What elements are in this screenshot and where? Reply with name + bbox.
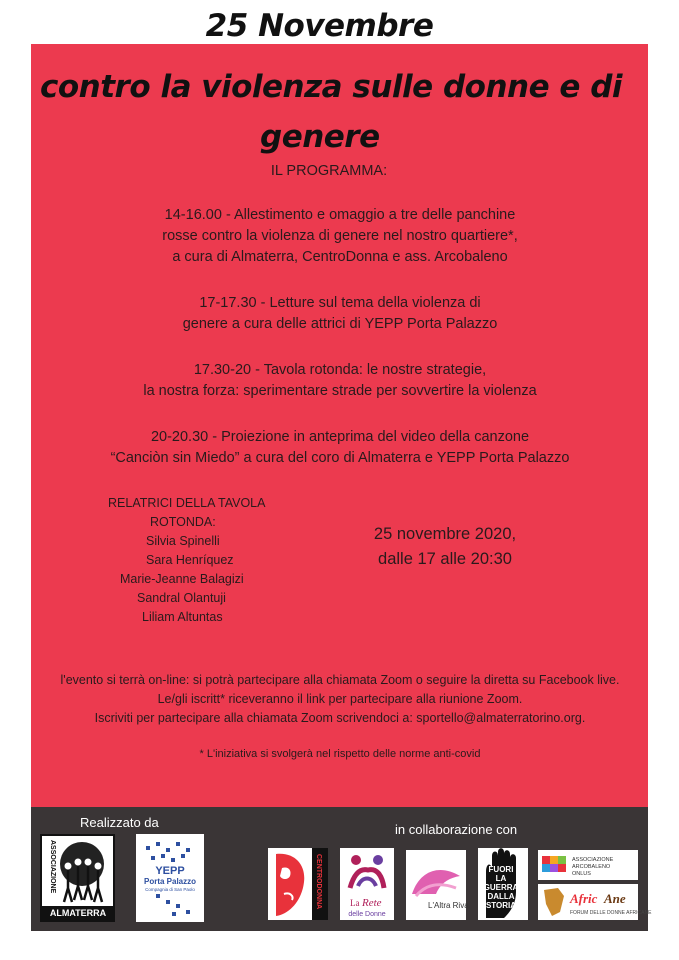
svg-text:Compagnia di San Paolo: Compagnia di San Paolo <box>145 887 195 892</box>
svg-text:FORUM DELLE DONNE AFRICANE: FORUM DELLE DONNE AFRICANE <box>570 910 652 916</box>
yepp-dots-icon <box>136 834 204 922</box>
speaker-name: Sara Henríquez <box>146 553 234 567</box>
altra-riva-wave-icon <box>406 850 469 920</box>
centrodonna-logo <box>268 848 328 920</box>
svg-text:ALMATERRA: ALMATERRA <box>49 908 107 918</box>
svg-text:delle Donne: delle Donne <box>348 911 386 918</box>
svg-text:ARCOBALENO: ARCOBALENO <box>572 864 611 870</box>
made-by-label: Realizzato da <box>80 815 159 830</box>
svg-text:ASSOCIAZIONE: ASSOCIAZIONE <box>572 857 614 863</box>
speaker-name: Silvia Spinelli <box>146 534 220 548</box>
altra-riva-logo <box>406 850 469 920</box>
svg-text:Afric: Afric <box>570 891 598 906</box>
fuori-la-guerra-logo <box>478 848 528 920</box>
svg-text:Rete: Rete <box>362 897 382 909</box>
svg-text:STORIA: STORIA <box>485 901 517 910</box>
program-item-2: 17-17.30 - Letture sul tema della violenza di genere a cura delle attrici di YEPP Porta Palazzo <box>182 295 498 332</box>
subtitle-line-2: genere <box>260 119 380 155</box>
collaboration-label: in collaborazione con <box>395 822 518 837</box>
speaker-name: Liliam Altuntas <box>142 610 223 624</box>
covid-note: * L'iniziativa si svolgerà nel rispetto delle norme anti-covid <box>199 748 481 760</box>
svg-text:La: La <box>350 898 360 908</box>
hand-icon <box>478 848 528 920</box>
svg-text:DALLA: DALLA <box>487 892 515 901</box>
speakers-block: RELATRICI DELLA TAVOLA ROTONDA: Silvia Spinelli Sara Henríquez Marie-Jeanne Balagizi Sandral Olantuji Liliam Altuntas <box>108 494 328 627</box>
event-title: 25 Novembre <box>205 8 434 44</box>
speaker-name: Marie-Jeanne Balagizi <box>120 572 244 586</box>
africane-logo <box>538 884 652 920</box>
svg-text:ASSOCIAZIONE: ASSOCIAZIONE <box>49 840 56 894</box>
subtitle-line-1: contro la violenza sulle donne e di <box>40 69 623 105</box>
africane-map-icon <box>538 884 652 920</box>
svg-text:LA: LA <box>495 874 507 883</box>
program-item-3: 17.30-20 - Tavola rotonda: le nostre strategie, la nostra forza: sperimentare strade per sovvertire la violenza <box>143 362 537 399</box>
svg-text:FUORI: FUORI <box>488 865 514 874</box>
almaterra-figures-icon <box>42 836 113 920</box>
event-subtitle <box>40 62 640 162</box>
centrodonna-face-icon <box>268 848 328 920</box>
yepp-logo <box>136 834 204 922</box>
arcobaleno-cubes-icon <box>538 850 638 880</box>
event-date: 25 novembre 2020, dalle 17 alle 20:30 <box>373 525 517 568</box>
rete-figures-icon <box>340 848 394 920</box>
svg-text:Porta Palazzo: Porta Palazzo <box>143 877 197 886</box>
svg-text:YEPP: YEPP <box>155 865 185 877</box>
svg-text:ONLUS: ONLUS <box>572 871 591 877</box>
svg-text:L'Altra Riva: L'Altra Riva <box>428 901 469 910</box>
speaker-name: Sandral Olantuji <box>137 591 226 605</box>
speakers-heading: RELATRICI DELLA TAVOLA <box>108 496 266 510</box>
program-item-1: 14-16.00 - Allestimento e omaggio a tre delle panchine rosse contro la violenza di genere nel nostro quartiere*, a cura di Almaterra, CentroDonna e ass. Arcobaleno <box>162 207 518 265</box>
arcobaleno-logo <box>538 850 638 880</box>
program-item-4: 20-20.30 - Proiezione in anteprima del video della canzone “Canciòn sin Miedo” a cura del coro di Almaterra e YEPP Porta Palazzo <box>110 429 570 466</box>
svg-text:GUERRA: GUERRA <box>483 883 519 892</box>
svg-text:Ane: Ane <box>604 891 626 906</box>
almaterra-logo <box>40 834 115 922</box>
rete-delle-donne-logo <box>340 848 394 920</box>
program-heading: IL PROGRAMMA: <box>270 163 388 179</box>
svg-text:CENTRODONNA: CENTRODONNA <box>315 854 322 910</box>
event-info: l'evento si terrà on-line: si potrà partecipare alla chiamata Zoom o seguire la diretta su Facebook live. Le/gli iscritt* riceveranno il link per partecipare alla riunione Zoom. Iscriviti per partecipare alla chiamata Zoom scrivendoci a: sportello@almaterratorino.org. <box>60 673 620 725</box>
